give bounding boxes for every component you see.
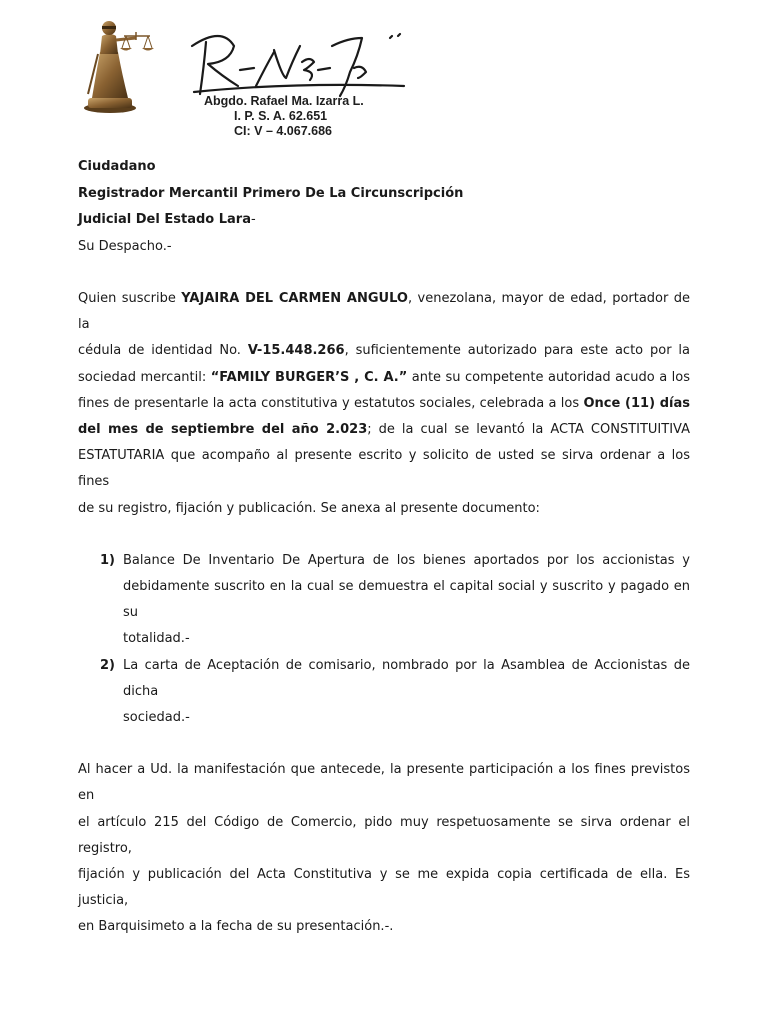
closing-line-3: fijación y publicación del Acta Constitutiva y se me expida copia certificada de ella. Es justicia,: [78, 867, 690, 909]
text-run: ; de la cual se levantó la ACTA CONSTITUITIVA: [367, 422, 690, 438]
list-item-line: La carta de Aceptación de comisario, nombrado por la Asamblea de Accionistas de dicha: [123, 657, 690, 699]
applicant-id: V-15.448.266: [247, 343, 345, 359]
text-run: , venezolana, mayor de edad, portador de la: [78, 291, 691, 333]
addressee-line-2: Registrador Mercantil Primero De La Circunscripción: [78, 185, 464, 201]
paragraph-line-5: [78, 417, 690, 443]
closing-line-2: el artículo 215 del Código de Comercio, pido muy respetuosamente se sirva ordenar el registro,: [78, 814, 690, 856]
lawyer-ipsa-number: I. P. S. A. 62.651: [234, 109, 328, 123]
closing-paragraph: [78, 757, 690, 940]
attachments-list: [78, 548, 690, 731]
applicant-name: YAJAIRA DEL CARMEN ANGULO: [181, 291, 408, 306]
list-item-line: debidamente suscrito en la cual se demuestra el capital social y suscrito y pagado en su: [123, 579, 690, 621]
lady-justice-statue-icon: [78, 14, 160, 114]
text-run: fines de presentarle la acta constitutiva y estatutos sociales, celebrada a los: [78, 395, 584, 411]
text-run: sociedad mercantil:: [78, 369, 211, 385]
text-run: ante su competente autoridad acudo a los: [407, 369, 690, 385]
text-run: cédula de identidad No.: [78, 343, 248, 359]
paragraph-line-6: ESTATUTARIA que acompaño al presente escrito y solicito de usted se sirva ordenar a los fines: [78, 448, 690, 490]
lawyer-id-number: CI: V – 4.067.686: [234, 124, 332, 138]
list-item-number: 2): [100, 657, 115, 673]
text-run: , suficientemente autorizado para este acto por la: [344, 343, 690, 359]
paragraph-line-3: [78, 365, 690, 391]
text-run: Quien suscribe: [78, 291, 182, 306]
paragraph-line-7: de su registro, fijación y publicación. Se anexa al presente documento:: [78, 500, 540, 516]
addressee-line-3-tail: -: [250, 212, 256, 227]
list-item-number: 1): [100, 552, 115, 568]
addressee-line-4: Su Despacho.-: [78, 238, 172, 254]
closing-line-1: Al hacer a Ud. la manifestación que antecede, la presente participación a los fines previstos en: [78, 762, 690, 804]
addressee-line-3-bold: Judicial Del Estado Lara: [78, 212, 251, 227]
lawyer-info: [204, 94, 404, 139]
addressee-line-1: Ciudadano: [78, 159, 156, 174]
main-paragraph: [78, 286, 690, 522]
lawyer-name: Abgdo. Rafael Ma. Izarra L.: [204, 94, 364, 108]
company-name: “FAMILY BURGER’S , C. A.”: [210, 369, 408, 385]
addressee-block: [78, 154, 690, 260]
letterhead: [78, 14, 408, 138]
meeting-day: Once (11) días: [583, 395, 690, 411]
meeting-date: del mes de septiembre del año 2.023: [78, 422, 368, 438]
paragraph-line-4: [78, 391, 690, 417]
letter-body: [78, 154, 690, 941]
list-item-line: sociedad.-: [123, 710, 190, 726]
list-item: [78, 653, 690, 732]
paragraph-line-2: [78, 338, 690, 364]
paragraph-line-1: [78, 286, 690, 338]
list-item-line: totalidad.-: [123, 631, 190, 647]
list-item: [78, 548, 690, 653]
closing-line-4: en Barquisimeto a la fecha de su presentación.-.: [78, 919, 394, 935]
addressee-line-3: [78, 207, 690, 234]
list-item-line: Balance De Inventario De Apertura de los bienes aportados por los accionistas y: [123, 552, 690, 568]
